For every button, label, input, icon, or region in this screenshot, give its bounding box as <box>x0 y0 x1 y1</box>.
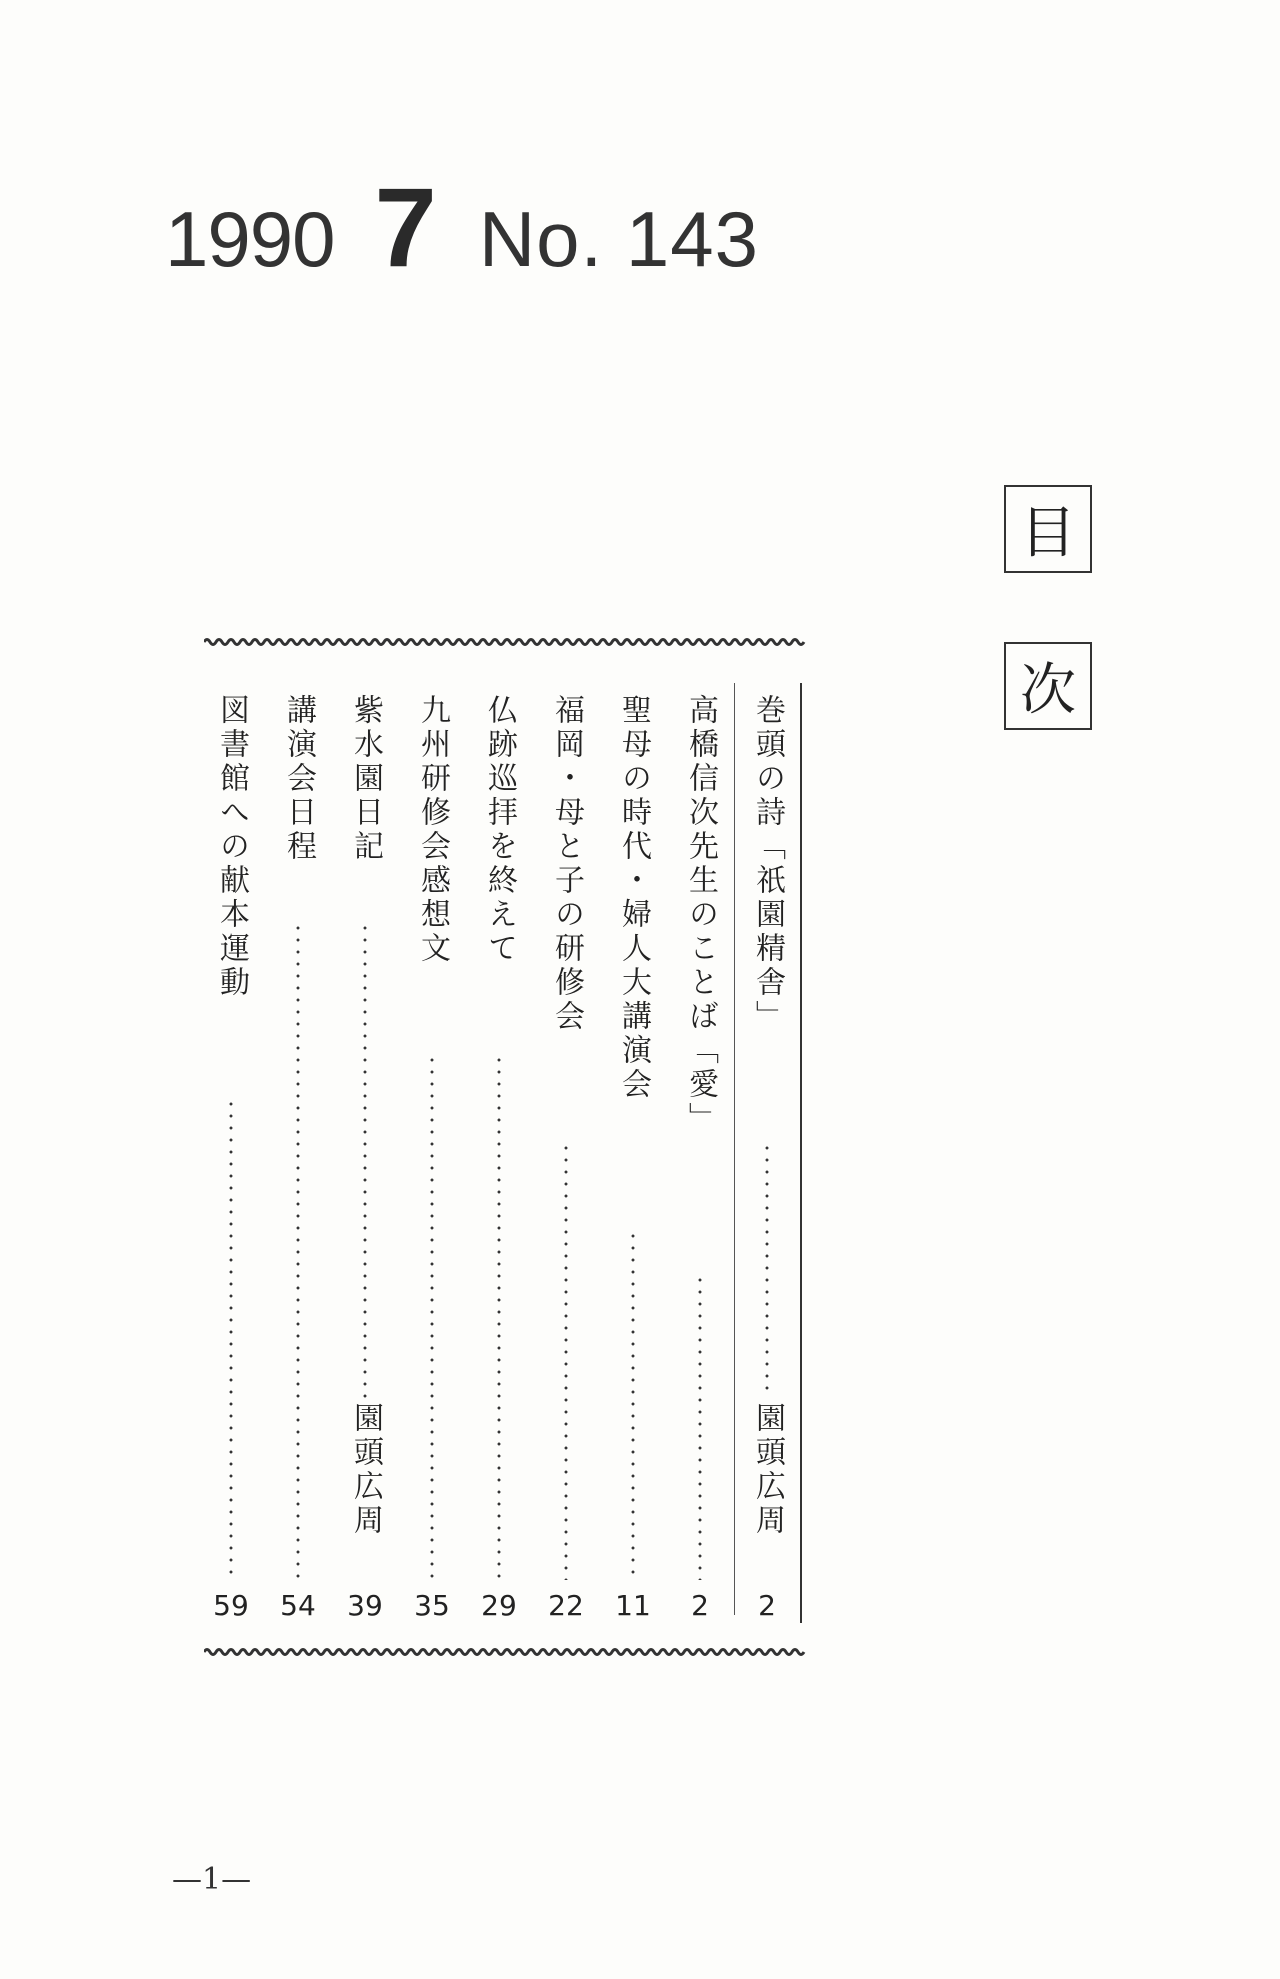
toc-entry-title: 聖母の時代・婦人大講演会 <box>616 694 651 1102</box>
page-number: —1— <box>172 1862 252 1897</box>
toc-entry-page: 54 <box>280 1589 316 1622</box>
toc-entry <box>412 694 452 1622</box>
top-wavy-rule <box>204 637 806 647</box>
toc-right-rule <box>800 683 802 1623</box>
toc-leader-dots <box>631 1230 635 1580</box>
toc-leader-dots <box>296 922 300 1580</box>
toc-entry <box>211 694 251 1622</box>
toc-entry-author: 園頭広周 <box>348 1402 383 1538</box>
toc-entry-page: 59 <box>213 1589 249 1622</box>
toc-entry-author: 園頭広周 <box>750 1402 785 1538</box>
toc-entry-page: 2 <box>758 1589 776 1622</box>
toc-leader-dots <box>698 1274 702 1580</box>
toc-entry-page: 11 <box>615 1589 651 1622</box>
issue-year: 1990 <box>165 195 335 283</box>
toc-leader-dots <box>564 1142 568 1580</box>
issue-number: No. 143 <box>478 195 760 283</box>
toc-entry-title: 図書館への献本運動 <box>214 694 249 1000</box>
toc-entry-title: 高橋信次先生のことば「愛」 <box>683 694 718 1136</box>
issue-header <box>165 165 760 290</box>
toc-heading-char-1: 目 <box>1004 485 1092 573</box>
toc-leader-dots <box>363 922 367 1398</box>
issue-month: 7 <box>374 165 437 290</box>
toc-divider-rule <box>734 683 735 1615</box>
toc-entry-title: 巻頭の詩「祇園精舎」 <box>750 694 785 1034</box>
toc-entry-page: 29 <box>481 1589 517 1622</box>
toc-leader-dots <box>229 1098 233 1580</box>
toc-entry-title: 講演会日程 <box>281 694 316 864</box>
toc-entry-page: 35 <box>414 1589 450 1622</box>
toc-leader-dots <box>430 1054 434 1580</box>
toc-entry <box>680 694 720 1622</box>
toc-entry-title: 紫水園日記 <box>348 694 383 864</box>
toc-entry <box>278 694 318 1622</box>
toc-entry <box>546 694 586 1622</box>
toc-entry <box>345 694 385 1622</box>
toc-entry-page: 39 <box>347 1589 383 1622</box>
bottom-wavy-rule <box>204 1647 806 1657</box>
toc-entry-title: 仏跡巡拝を終えて <box>482 694 517 966</box>
toc-entry-page: 22 <box>548 1589 584 1622</box>
toc-leader-dots <box>765 1142 769 1398</box>
toc-entry-title: 福岡・母と子の研修会 <box>549 694 584 1034</box>
toc-entry <box>479 694 519 1622</box>
toc-entry <box>747 694 787 1622</box>
toc-heading-char-2: 次 <box>1004 642 1092 730</box>
toc-entry-title: 九州研修会感想文 <box>415 694 450 966</box>
toc-entry-page: 2 <box>691 1589 709 1622</box>
toc-entry <box>613 694 653 1622</box>
toc-leader-dots <box>497 1054 501 1580</box>
